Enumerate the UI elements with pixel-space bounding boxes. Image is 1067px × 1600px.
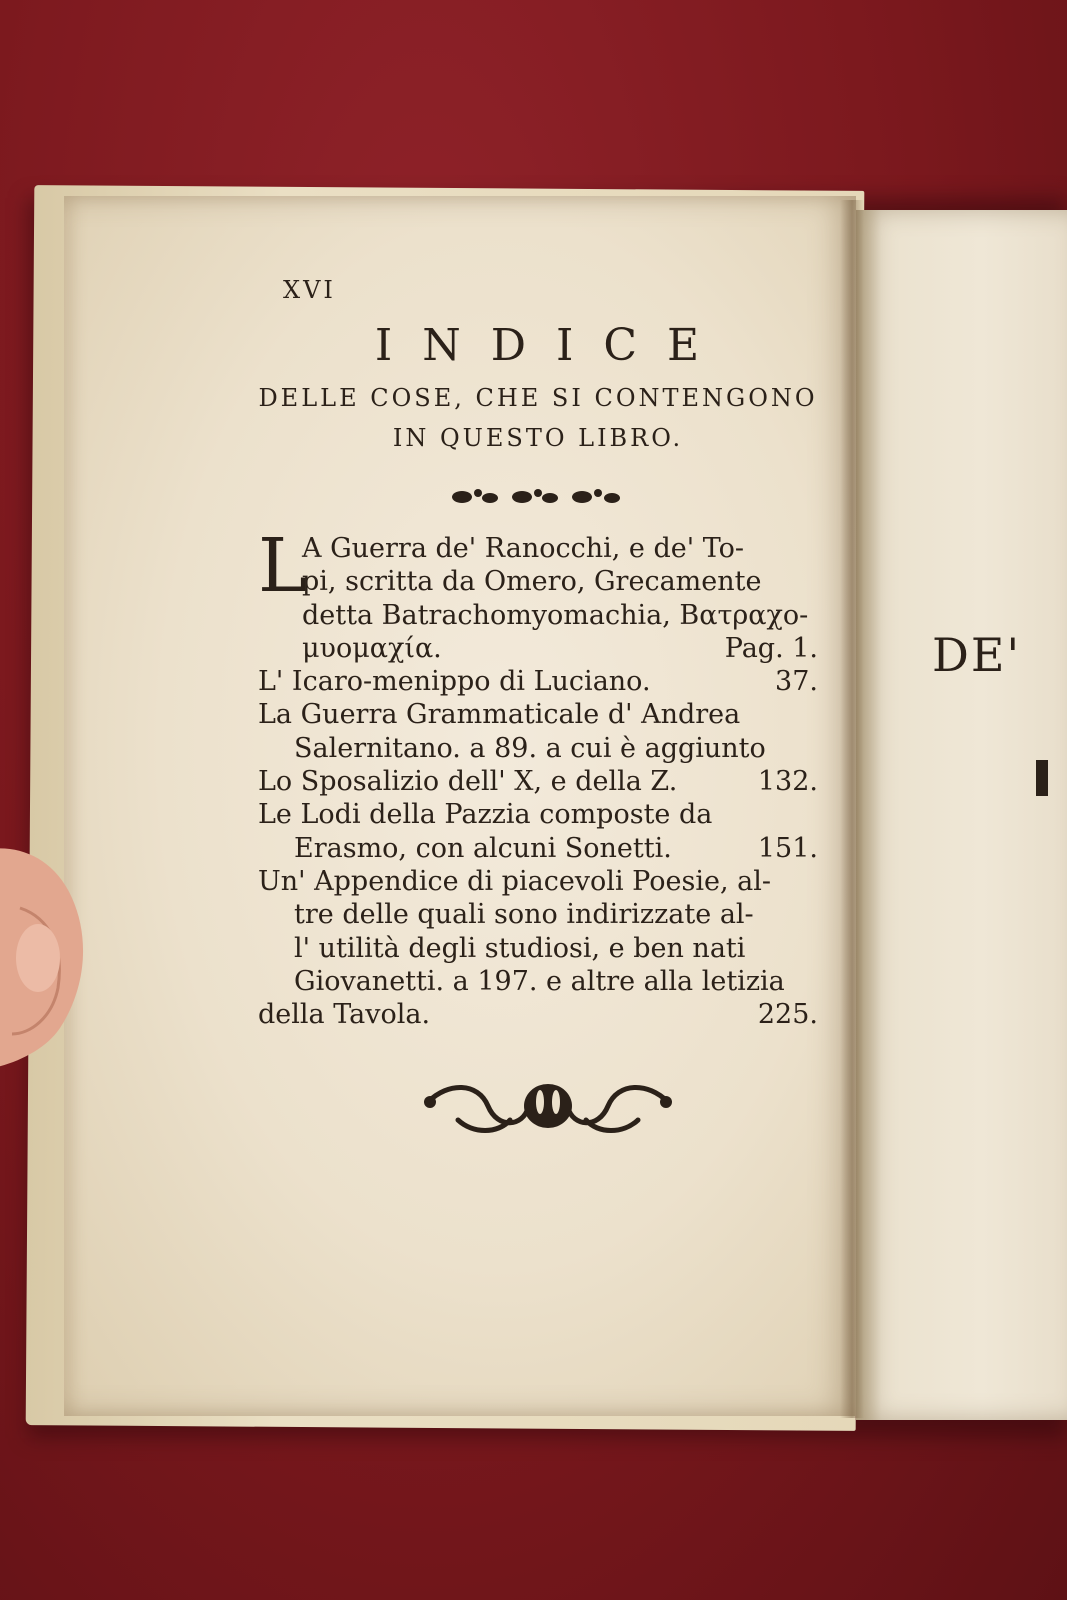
toc-entry-text: Lo Sposalizio dell' X, e della Z.	[258, 766, 678, 798]
page-title: INDICE	[374, 320, 730, 371]
toc-entry-text: Le Lodi della Pazzia composte da	[258, 799, 713, 831]
page-subtitle-line-1: DELLE COSE, CHE SI CONTENGONO	[258, 384, 818, 412]
toc-line	[258, 898, 818, 931]
book-gutter	[840, 200, 864, 1418]
toc-entry-text: l' utilità degli studiosi, e ben nati	[294, 932, 746, 964]
toc-line	[258, 765, 818, 798]
toc-entry-text: μυομαχία.	[302, 632, 442, 664]
toc-entry-text: L' Icaro-menippo di Luciano.	[258, 666, 651, 698]
table-of-contents	[258, 523, 818, 1031]
toc-line	[258, 865, 818, 898]
toc-page-number: Pag. 1.	[724, 632, 818, 664]
toc-line	[258, 565, 818, 598]
toc-line	[258, 665, 818, 698]
toc-entry-text: della Tavola.	[258, 999, 431, 1031]
thumb-holding-book	[0, 838, 120, 1078]
toc-entry-text: pi, scritta da Omero, Grecamente	[302, 566, 762, 598]
toc-line	[258, 832, 818, 865]
toc-entry-text: tre delle quali sono indirizzate al-	[294, 899, 754, 931]
toc-line	[258, 932, 818, 965]
toc-entry-text: A Guerra de' Ranocchi, e de' To-	[302, 533, 745, 564]
toc-entry-text: Giovanetti. a 197. e altre alla letizia	[294, 965, 785, 997]
toc-entry-text: Salernitano. a 89. a cui è aggiunto	[294, 732, 766, 764]
toc-line	[258, 632, 818, 665]
toc-line	[258, 998, 818, 1031]
toc-line	[258, 532, 818, 565]
toc-page-number: 151.	[757, 832, 818, 864]
right-page	[856, 210, 1067, 1420]
toc-page-number: 37.	[775, 666, 818, 698]
toc-entry-text: Un' Appendice di piacevoli Poesie, al-	[258, 865, 771, 897]
scroll-tailpiece-ornament	[418, 1072, 678, 1142]
toc-line	[258, 798, 818, 831]
toc-entry-text: La Guerra Grammaticale d' Andrea	[258, 699, 741, 731]
page-subtitle-line-2: IN QUESTO LIBRO.	[392, 424, 684, 452]
toc-page-number: 132.	[757, 766, 818, 798]
toc-line	[258, 732, 818, 765]
toc-lines	[258, 523, 818, 1031]
running-head: XVI	[283, 276, 336, 304]
toc-entry-text: Erasmo, con alcuni Sonetti.	[294, 832, 672, 864]
toc-entry-text: detta Batrachomyomachia, Βατραχο-	[302, 599, 809, 631]
toc-line	[258, 698, 818, 731]
toc-page-number: 225.	[757, 999, 818, 1031]
drop-cap: L	[258, 523, 308, 609]
toc-line	[258, 599, 818, 632]
facing-page-title-fragment: DE'	[932, 628, 1022, 682]
fleuron-row-ornament	[448, 484, 628, 510]
facing-page-text-fragment	[1036, 760, 1048, 796]
toc-line	[258, 965, 818, 998]
